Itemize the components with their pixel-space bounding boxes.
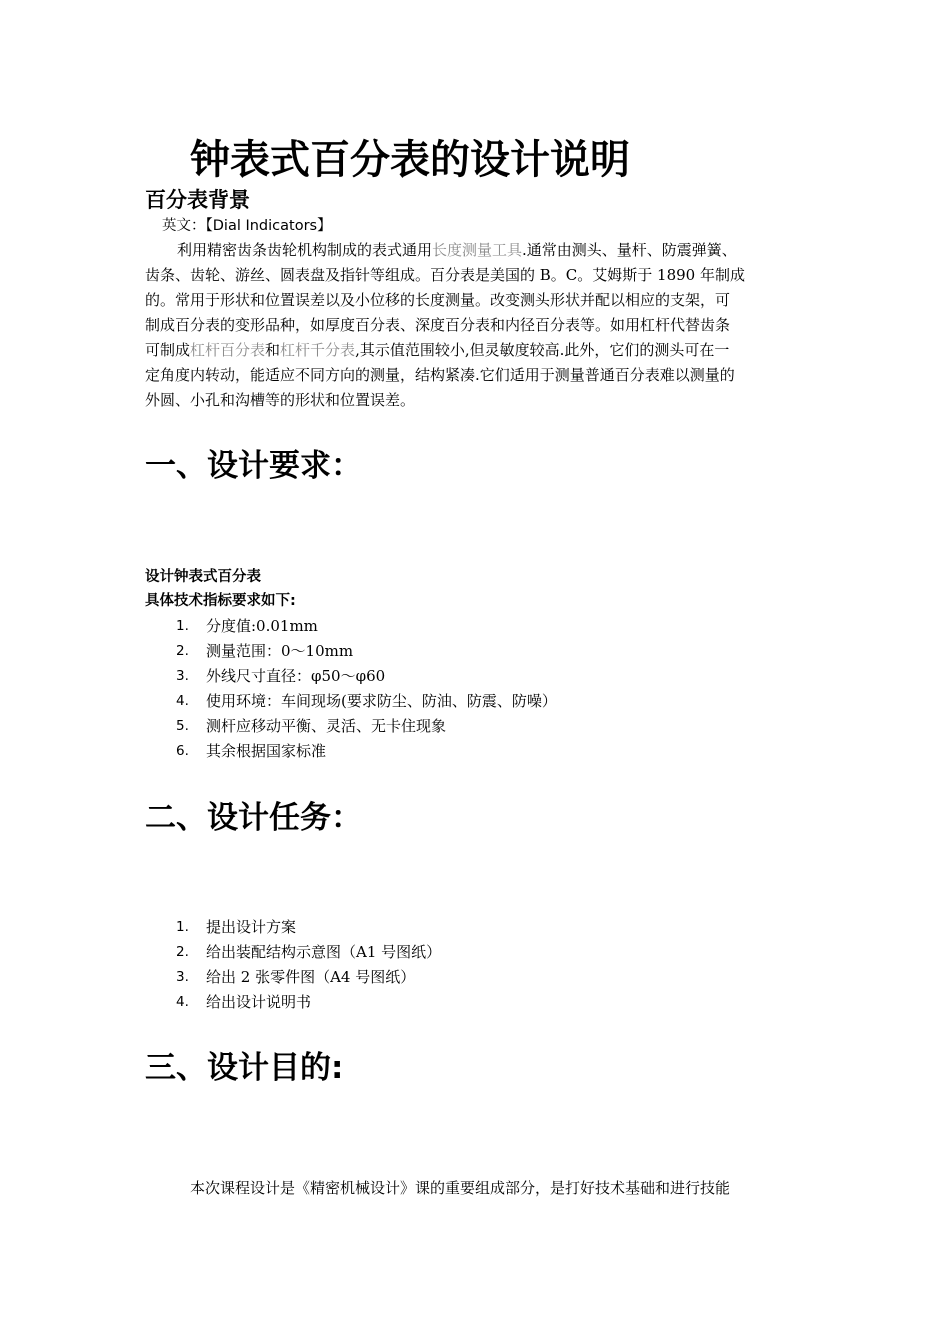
list-number: 3. [176, 668, 189, 684]
section1-subtitle: 设计钟表式百分表 [145, 569, 261, 585]
list-text: 给出设计说明书 [206, 993, 312, 1011]
intro-text: 和 [265, 341, 281, 359]
link-length-tool[interactable]: 长度测量工具 [432, 241, 523, 259]
list-number: 2. [176, 643, 189, 659]
section2-heading: 二、设计任务： [145, 800, 362, 836]
list-item [0, 714, 950, 739]
list-text: 给出装配结构示意图（A1 号图纸） [206, 943, 442, 961]
background-heading: 百分表背景 [145, 188, 250, 212]
list-item [0, 664, 950, 689]
intro-text: 外圆、小孔和沟槽等的形状和位置误差。 [145, 391, 416, 409]
list-item [0, 940, 950, 965]
section3-paragraph: 本次课程设计是《精密机械设计》课的重要组成部分，是打好技术基础和进行技能 [190, 1179, 731, 1197]
list-number: 1. [176, 919, 189, 935]
intro-line [145, 363, 805, 388]
list-number: 3. [176, 969, 189, 985]
list-item [0, 915, 950, 940]
tasks-list [0, 915, 950, 1015]
list-text: 测量范围：0～10mm [206, 642, 354, 660]
intro-text: 利用精密齿条齿轮机构制成的表式通用 [177, 241, 433, 259]
link-lever-dial-indicator[interactable]: 杠杆百分表 [190, 341, 266, 359]
list-text: 提出设计方案 [206, 918, 297, 936]
list-item [0, 614, 950, 639]
intro-line [145, 388, 805, 413]
intro-line [145, 288, 805, 313]
section1-spec-intro: 具体技术指标要求如下: [145, 593, 296, 609]
intro-text: 可制成 [145, 341, 191, 359]
intro-line [145, 263, 805, 288]
list-number: 6. [176, 743, 189, 759]
intro-text: 定角度内转动，能适应不同方向的测量，结构紧凑.它们适用于测量普通百分表难以测量的 [145, 366, 735, 384]
list-text: 给出 2 张零件图（A4 号图纸） [206, 968, 416, 986]
english-name-line [162, 216, 332, 236]
intro-line [145, 238, 805, 263]
link-lever-micrometer[interactable]: 杠杆千分表 [280, 341, 356, 359]
intro-line [145, 338, 805, 363]
document-title: 钟表式百分表的设计说明 [190, 137, 630, 183]
list-item [0, 689, 950, 714]
list-text: 其余根据国家标准 [206, 742, 327, 760]
english-prefix: 英文： [162, 218, 206, 234]
list-number: 2. [176, 944, 189, 960]
requirements-list [0, 614, 950, 764]
intro-text: 齿条、齿轮、游丝、圆表盘及指针等组成。百分表是美国的 B。C。艾姆斯于 1890 年制成 [145, 266, 745, 284]
list-text: 测杆应移动平衡、灵活、无卡住现象 [206, 717, 447, 735]
section3-heading: 三、设计目的: [145, 1050, 344, 1086]
list-item [0, 990, 950, 1015]
english-name: 【Dial Indicators】 [205, 218, 332, 234]
list-item [0, 965, 950, 990]
list-item [0, 739, 950, 764]
list-number: 4. [176, 994, 189, 1010]
list-text: 分度值:0.01mm [206, 617, 318, 635]
list-number: 1. [176, 618, 189, 634]
intro-text: 的。常用于形状和位置误差以及小位移的长度测量。改变测头形状并配以相应的支架，可 [145, 291, 731, 309]
list-item [0, 639, 950, 664]
list-text: 外线尺寸直径：φ50～φ60 [206, 667, 386, 685]
list-text: 使用环境：车间现场(要求防尘、防油、防震、防噪） [206, 692, 557, 710]
intro-text: .通常由测头、量杆、防震弹簧、 [522, 241, 737, 259]
intro-paragraph [145, 238, 805, 413]
section1-heading: 一、设计要求： [145, 448, 362, 484]
intro-text: 制成百分表的变形品种，如厚度百分表、深度百分表和内径百分表等。如用杠杆代替齿条 [145, 316, 731, 334]
list-number: 5. [176, 718, 189, 734]
list-number: 4. [176, 693, 189, 709]
intro-line [145, 313, 805, 338]
intro-text: ,其示值范围较小,但灵敏度较高.此外，它们的测头可在一 [355, 341, 730, 359]
